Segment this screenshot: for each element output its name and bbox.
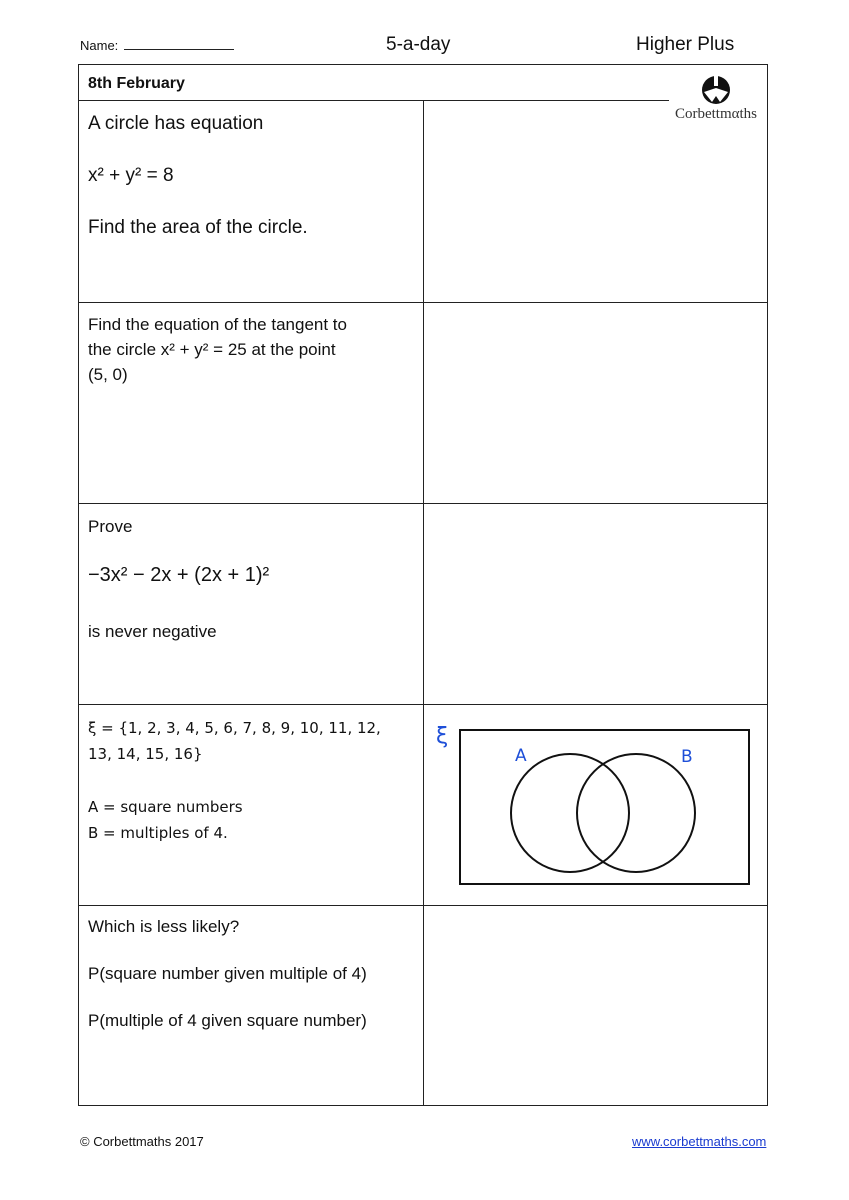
website-link[interactable]: www.corbettmaths.com	[632, 1134, 767, 1149]
question-text: −3x² − 2x + (2x + 1)²	[88, 564, 270, 586]
question-text: P(multiple of 4 given square number)	[88, 1011, 367, 1030]
set-a-label: A	[515, 746, 527, 766]
question-text: B = multiples of 4.	[88, 824, 228, 842]
question-row-2	[79, 302, 767, 503]
answer-cell-5[interactable]	[424, 906, 767, 1105]
name-label: Name:	[80, 38, 119, 53]
answer-cell-3[interactable]	[424, 504, 767, 704]
question-text: x² + y² = 8	[88, 165, 174, 186]
question-row-4	[79, 704, 767, 905]
answer-cell-2[interactable]	[424, 303, 767, 503]
corbettmaths-logo	[664, 72, 768, 132]
question-text: A circle has equation	[88, 113, 264, 134]
question-cell-5	[79, 906, 424, 1105]
venn-diagram	[424, 705, 767, 906]
copyright-text: © Corbettmaths 2017	[80, 1134, 204, 1149]
question-cell-4	[79, 705, 424, 905]
set-b-label: B	[681, 747, 693, 767]
date-bar	[79, 65, 669, 101]
question-text: the circle x² + y² = 25 at the point	[88, 340, 336, 359]
question-text: P(square number given multiple of 4)	[88, 964, 367, 983]
question-cell-1	[79, 101, 424, 302]
worksheet-level: Higher Plus	[636, 34, 735, 55]
question-text: A = square numbers	[88, 798, 243, 816]
worksheet-date: 8th February	[88, 75, 185, 92]
question-row-3	[79, 503, 767, 704]
universal-set-symbol: ξ	[436, 724, 449, 749]
answer-cell-4[interactable]	[424, 705, 767, 905]
question-text: Find the area of the circle.	[88, 217, 308, 238]
question-text: (5, 0)	[88, 365, 128, 384]
question-text: Find the equation of the tangent to	[88, 315, 347, 334]
set-b-circle	[577, 754, 695, 872]
question-cell-2	[79, 303, 424, 503]
worksheet-title: 5-a-day	[386, 34, 451, 55]
worksheet-grid	[78, 64, 768, 1106]
corbettmaths-logo-icon	[664, 72, 768, 106]
question-text: 13, 14, 15, 16}	[88, 745, 203, 763]
set-a-circle	[511, 754, 629, 872]
question-row-5	[79, 905, 767, 1105]
question-text: Which is less likely?	[88, 917, 240, 936]
question-text: Prove	[88, 517, 133, 536]
question-cell-3	[79, 504, 424, 704]
logo-text: Corbettmαths	[674, 106, 758, 122]
question-text: is never negative	[88, 622, 217, 641]
question-text: ξ = {1, 2, 3, 4, 5, 6, 7, 8, 9, 10, 11, 12,	[88, 719, 381, 737]
name-line[interactable]	[124, 39, 234, 50]
name-field[interactable]	[80, 38, 234, 53]
